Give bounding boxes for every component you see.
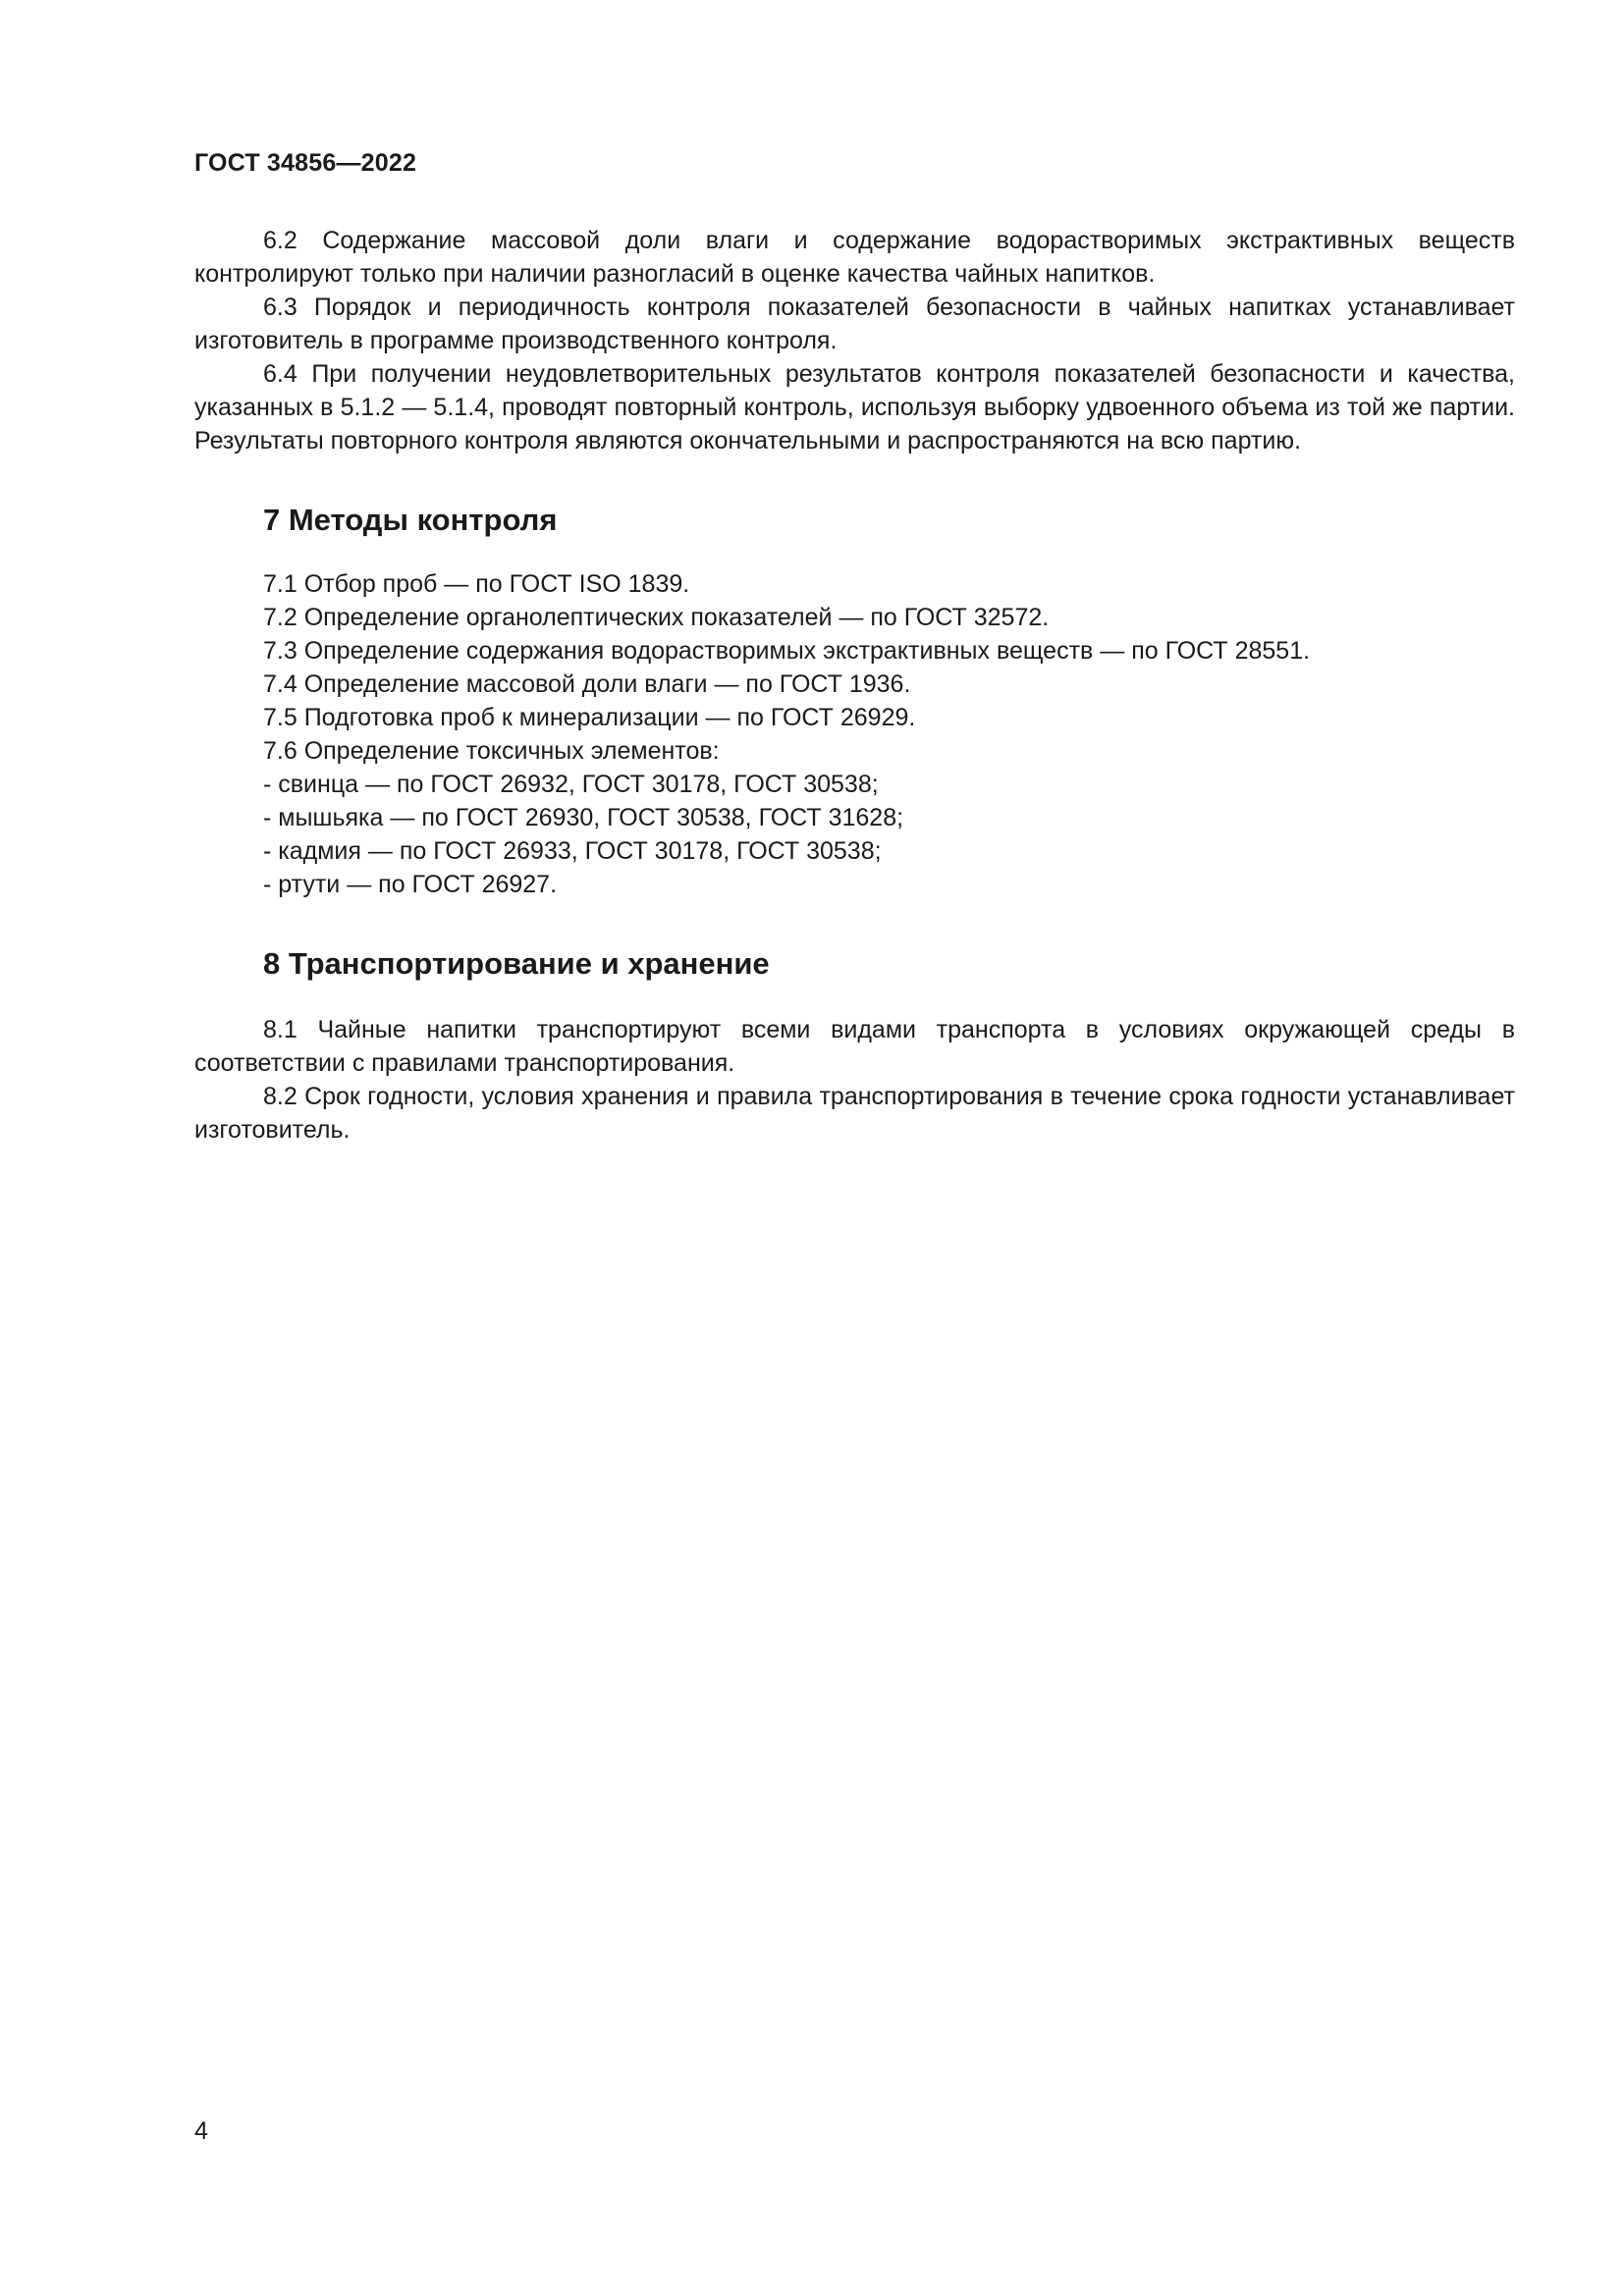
section-7-title: 7 Методы контроля — [263, 503, 558, 537]
item-7-3: 7.3 Определение содержания водорастворимых экстрактивных веществ — по ГОСТ 28551. — [263, 637, 1311, 665]
paragraph-6-2: 6.2 Содержание массовой доли влаги и содержание водорастворимых экстрактивных веществ контролируют только при наличии разногласий в оценке качества чайных напитков. — [194, 227, 1515, 288]
item-lead: - свинца — по ГОСТ 26932, ГОСТ 30178, ГОСТ 30538; — [263, 771, 879, 798]
item-cadmium: - кадмия — по ГОСТ 26933, ГОСТ 30178, ГОСТ 30538; — [263, 837, 882, 865]
item-mercury: - ртути — по ГОСТ 26927. — [263, 871, 558, 898]
section-8-title: 8 Транспортирование и хранение — [263, 946, 770, 981]
paragraph-6-4: 6.4 При получении неудовлетворительных результатов контроля показателей безопасности и качества, указанных в 5.1.2 — 5.1.4, проводят повторный контроль, используя выборку удвоенного объема из той же партии. Результаты повторного контроля являются окончательными и распространяются на всю партию. — [194, 360, 1515, 454]
item-arsenic: - мышьяка — по ГОСТ 26930, ГОСТ 30538, ГОСТ 31628; — [263, 804, 904, 831]
paragraph-8-1: 8.1 Чайные напитки транспортируют всеми видами транспорта в условиях окружающей среды в соответствии с правилами транспортирования. — [194, 1016, 1515, 1077]
item-7-4: 7.4 Определение массовой доли влаги — по ГОСТ 1936. — [263, 670, 911, 698]
item-7-5: 7.5 Подготовка проб к минерализации — по ГОСТ 26929. — [263, 704, 916, 731]
item-7-1: 7.1 Отбор проб — по ГОСТ ISO 1839. — [263, 570, 690, 598]
item-7-2: 7.2 Определение органолептических показателей — по ГОСТ 32572. — [263, 604, 1050, 631]
page-number: 4 — [194, 2117, 208, 2145]
document-header: ГОСТ 34856—2022 — [194, 149, 417, 177]
paragraph-6-3: 6.3 Порядок и периодичность контроля показателей безопасности в чайных напитках устанавливает изготовитель в программе производственного контроля. — [194, 294, 1515, 354]
document-body — [194, 224, 1515, 1147]
paragraph-8-2: 8.2 Срок годности, условия хранения и правила транспортирования в течение срока годности устанавливает изготовитель. — [194, 1083, 1515, 1144]
item-7-6: 7.6 Определение токсичных элементов: — [263, 737, 720, 765]
